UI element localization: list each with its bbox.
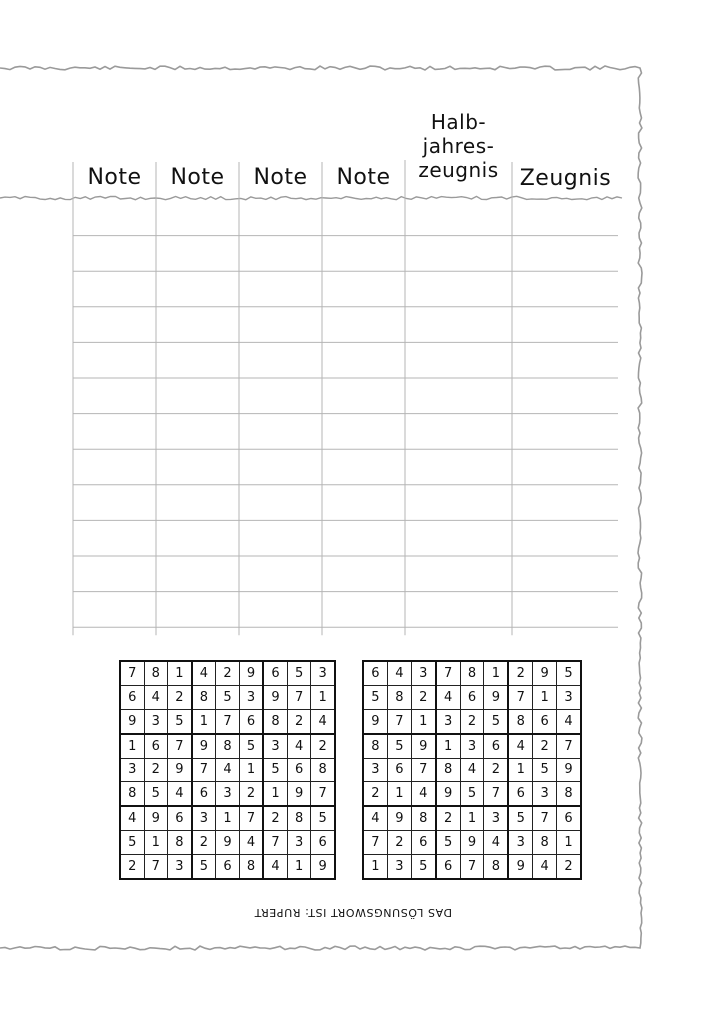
sudoku-cell: 8 (239, 855, 263, 879)
sudoku-cell: 9 (460, 831, 484, 855)
sudoku-cell: 9 (436, 782, 460, 806)
sudoku-cell: 3 (508, 831, 532, 855)
sudoku-cell: 4 (263, 855, 287, 879)
sudoku-cell: 8 (287, 806, 311, 830)
sudoku-cell: 2 (460, 709, 484, 733)
sudoku-cell: 7 (363, 831, 387, 855)
sudoku-row (120, 758, 335, 782)
sudoku-cell: 4 (436, 685, 460, 709)
sudoku-cell: 4 (168, 782, 192, 806)
sudoku-cell: 3 (533, 782, 557, 806)
sudoku-cell: 7 (239, 806, 263, 830)
sudoku-cell: 7 (287, 685, 311, 709)
sudoku-cell: 4 (192, 661, 216, 685)
sudoku-cell: 2 (144, 758, 168, 782)
sudoku-row (363, 734, 581, 758)
sudoku-cell: 5 (120, 831, 144, 855)
sudoku-cell: 8 (436, 758, 460, 782)
sudoku-cell: 7 (436, 661, 460, 685)
sudoku-cell: 8 (216, 734, 240, 758)
sudoku-cell: 7 (120, 661, 144, 685)
sudoku-cell: 7 (192, 758, 216, 782)
sudoku-cell: 6 (287, 758, 311, 782)
sudoku-row (120, 709, 335, 733)
sudoku-cell: 4 (387, 661, 411, 685)
sudoku-cell: 8 (484, 855, 508, 879)
header-note-1: Note (87, 165, 142, 190)
header-halbjahreszeugnis: Halb- jahres- zeugnis (418, 110, 499, 182)
sudoku-row (363, 685, 581, 709)
sudoku-cell: 6 (460, 685, 484, 709)
sudoku-cell: 1 (120, 734, 144, 758)
header-note-2: Note (170, 165, 225, 190)
sudoku-cell: 5 (168, 709, 192, 733)
sudoku-cell: 1 (263, 782, 287, 806)
sudoku-cell: 6 (120, 685, 144, 709)
sudoku-cell: 6 (387, 758, 411, 782)
sudoku-cell: 7 (557, 734, 581, 758)
sudoku-row (120, 734, 335, 758)
sudoku-cell: 4 (484, 831, 508, 855)
sudoku-cell: 8 (387, 685, 411, 709)
sudoku-cell: 5 (533, 758, 557, 782)
sudoku-cell: 3 (239, 685, 263, 709)
sudoku-cell: 2 (436, 806, 460, 830)
sudoku-cell: 7 (311, 782, 335, 806)
sudoku-cell: 5 (484, 709, 508, 733)
sudoku-cell: 8 (460, 661, 484, 685)
sudoku-cell: 8 (411, 806, 435, 830)
header-note-3: Note (253, 165, 308, 190)
sudoku-cell: 2 (263, 806, 287, 830)
sudoku-cell: 5 (363, 685, 387, 709)
sudoku-cell: 3 (460, 734, 484, 758)
sudoku-row (120, 831, 335, 855)
sudoku-cell: 7 (484, 782, 508, 806)
sudoku-cell: 9 (216, 831, 240, 855)
sudoku-cell: 9 (263, 685, 287, 709)
sudoku-cell: 3 (287, 831, 311, 855)
sudoku-cell: 1 (144, 831, 168, 855)
sudoku-cell: 1 (460, 806, 484, 830)
sudoku-row (120, 806, 335, 830)
header-note-4: Note (336, 165, 391, 190)
sudoku-cell: 1 (411, 709, 435, 733)
sudoku-cell: 4 (411, 782, 435, 806)
sudoku-grid-right (362, 660, 582, 880)
sudoku-cell: 9 (387, 806, 411, 830)
sudoku-cell: 9 (144, 806, 168, 830)
sudoku-cell: 4 (287, 734, 311, 758)
sudoku-cell: 7 (411, 758, 435, 782)
sudoku-cell: 7 (508, 685, 532, 709)
sudoku-cell: 9 (120, 709, 144, 733)
sudoku-cell: 3 (484, 806, 508, 830)
sudoku-cell: 1 (508, 758, 532, 782)
sudoku-cell: 9 (311, 855, 335, 879)
sudoku-cell: 6 (363, 661, 387, 685)
sudoku-cell: 5 (144, 782, 168, 806)
sudoku-cell: 4 (363, 806, 387, 830)
sudoku-cell: 2 (387, 831, 411, 855)
sudoku-cell: 2 (557, 855, 581, 879)
sudoku-cell: 2 (508, 661, 532, 685)
sudoku-cell: 7 (168, 734, 192, 758)
sudoku-cell: 3 (436, 709, 460, 733)
sudoku-cell: 3 (168, 855, 192, 879)
sudoku-cell: 6 (533, 709, 557, 733)
sudoku-cell: 3 (311, 661, 335, 685)
sudoku-cell: 5 (508, 806, 532, 830)
sudoku-cell: 8 (311, 758, 335, 782)
sudoku-cell: 7 (263, 831, 287, 855)
sudoku-cell: 9 (287, 782, 311, 806)
sudoku-cell: 9 (168, 758, 192, 782)
sudoku-cell: 6 (411, 831, 435, 855)
sudoku-cell: 1 (311, 685, 335, 709)
sudoku-row (363, 661, 581, 685)
sudoku-cell: 2 (533, 734, 557, 758)
sudoku-cell: 9 (239, 661, 263, 685)
sudoku-cell: 1 (557, 831, 581, 855)
sudoku-cell: 5 (287, 661, 311, 685)
sudoku-cell: 1 (533, 685, 557, 709)
sudoku-cell: 2 (411, 685, 435, 709)
sudoku-cell: 2 (363, 782, 387, 806)
sudoku-cell: 6 (436, 855, 460, 879)
sudoku-cell: 2 (120, 855, 144, 879)
sudoku-cell: 4 (311, 709, 335, 733)
sudoku-cell: 6 (484, 734, 508, 758)
sudoku-cell: 1 (287, 855, 311, 879)
sudoku-cell: 3 (557, 685, 581, 709)
sudoku-cell: 3 (216, 782, 240, 806)
sudoku-cell: 1 (387, 782, 411, 806)
sudoku-cell: 2 (311, 734, 335, 758)
sudoku-cell: 5 (557, 661, 581, 685)
sudoku-cell: 1 (192, 709, 216, 733)
sudoku-row (120, 782, 335, 806)
sudoku-cell: 7 (460, 855, 484, 879)
sudoku-cell: 5 (311, 806, 335, 830)
sudoku-cell: 5 (216, 685, 240, 709)
sudoku-cell: 6 (144, 734, 168, 758)
sudoku-cell: 4 (508, 734, 532, 758)
sudoku-cell: 4 (460, 758, 484, 782)
sudoku-cell: 9 (508, 855, 532, 879)
sudoku-cell: 1 (484, 661, 508, 685)
sudoku-cell: 4 (216, 758, 240, 782)
sudoku-cell: 1 (239, 758, 263, 782)
sudoku-cell: 8 (557, 782, 581, 806)
sudoku-grid-left (119, 660, 336, 880)
sudoku-cell: 6 (557, 806, 581, 830)
sudoku-cell: 3 (120, 758, 144, 782)
sudoku-cell: 9 (484, 685, 508, 709)
sudoku-cell: 3 (144, 709, 168, 733)
sudoku-cell: 8 (168, 831, 192, 855)
sudoku-cell: 9 (533, 661, 557, 685)
sudoku-cell: 4 (144, 685, 168, 709)
sudoku-cell: 2 (192, 831, 216, 855)
sudoku-cell: 6 (263, 661, 287, 685)
sudoku-cell: 6 (508, 782, 532, 806)
sudoku-cell: 9 (192, 734, 216, 758)
sudoku-cell: 6 (239, 709, 263, 733)
sudoku-cell: 6 (311, 831, 335, 855)
sudoku-cell: 8 (363, 734, 387, 758)
sudoku-row (363, 782, 581, 806)
sudoku-row (363, 831, 581, 855)
sudoku-cell: 1 (216, 806, 240, 830)
sudoku-row (120, 661, 335, 685)
sudoku-row (363, 806, 581, 830)
sudoku-cell: 7 (144, 855, 168, 879)
sudoku-cell: 5 (239, 734, 263, 758)
sudoku-cell: 2 (484, 758, 508, 782)
sudoku-cell: 1 (436, 734, 460, 758)
sudoku-cell: 7 (387, 709, 411, 733)
sudoku-row (363, 709, 581, 733)
sudoku-cell: 4 (533, 855, 557, 879)
sudoku-cell: 8 (263, 709, 287, 733)
sudoku-cell: 8 (508, 709, 532, 733)
sudoku-row (120, 685, 335, 709)
sudoku-cell: 7 (216, 709, 240, 733)
sudoku-cell: 3 (411, 661, 435, 685)
sudoku-row (363, 855, 581, 879)
sudoku-row (120, 855, 335, 879)
sudoku-cell: 2 (168, 685, 192, 709)
sudoku-cell: 5 (436, 831, 460, 855)
sudoku-cell: 5 (411, 855, 435, 879)
sudoku-cell: 4 (557, 709, 581, 733)
sudoku-cell: 5 (387, 734, 411, 758)
sudoku-cell: 2 (287, 709, 311, 733)
sudoku-cell: 7 (533, 806, 557, 830)
sudoku-cell: 5 (263, 758, 287, 782)
sudoku-cell: 9 (411, 734, 435, 758)
sudoku-cell: 4 (239, 831, 263, 855)
sudoku-cell: 5 (192, 855, 216, 879)
sudoku-row (363, 758, 581, 782)
sudoku-cell: 3 (363, 758, 387, 782)
sudoku-cell: 6 (216, 855, 240, 879)
sudoku-cell: 5 (460, 782, 484, 806)
sudoku-cell: 9 (557, 758, 581, 782)
sudoku-cell: 8 (120, 782, 144, 806)
sudoku-cell: 3 (387, 855, 411, 879)
sudoku-cell: 8 (144, 661, 168, 685)
solution-word-upside-down: DAS LÖSUNGSWORT IST: RUPERT (253, 906, 453, 919)
sudoku-cell: 1 (363, 855, 387, 879)
sudoku-cell: 9 (363, 709, 387, 733)
sudoku-cell: 8 (533, 831, 557, 855)
sudoku-cell: 3 (192, 806, 216, 830)
sudoku-cell: 6 (192, 782, 216, 806)
sudoku-cell: 3 (263, 734, 287, 758)
sudoku-cell: 1 (168, 661, 192, 685)
sudoku-cell: 6 (168, 806, 192, 830)
sudoku-cell: 2 (239, 782, 263, 806)
header-zeugnis: Zeugnis (519, 166, 612, 191)
sudoku-cell: 8 (192, 685, 216, 709)
sudoku-cell: 4 (120, 806, 144, 830)
sudoku-cell: 2 (216, 661, 240, 685)
